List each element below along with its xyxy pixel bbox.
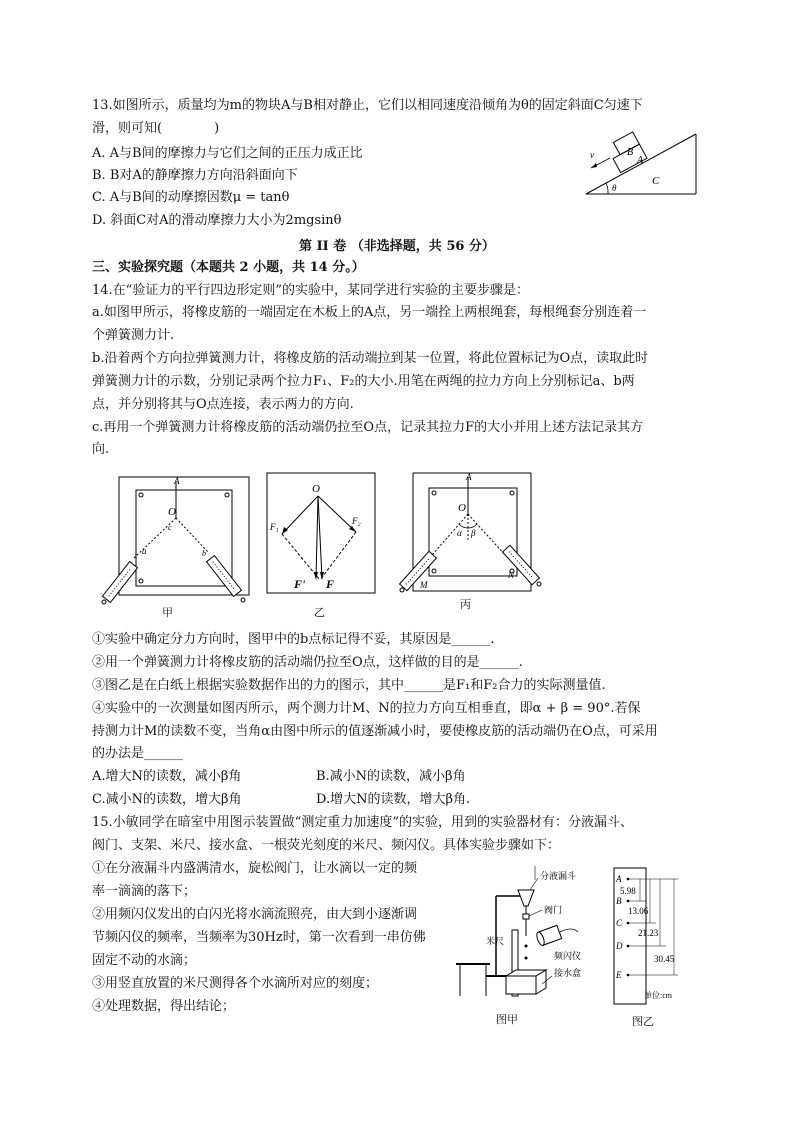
q14-figure-jia xyxy=(96,472,256,622)
q13-incline-figure xyxy=(582,128,702,200)
q15-label-valve: 阀门 xyxy=(544,905,563,915)
q14-question-3: ③图乙是在白纸上根据实验数据作出的力的图示，其中______是F₁和F₂合力的实际测量值. xyxy=(92,678,606,693)
q15-line-8: ③用竖直放置的米尺测得各个水滴所对应的刻度； xyxy=(92,976,379,991)
q15-label-ruler: 米尺 xyxy=(486,936,505,946)
q13-label-b: B xyxy=(627,147,634,158)
q14-option-b: B.减小N的读数，减小β角 xyxy=(316,769,466,784)
q14-line-1: 14.在“验证力的平行四边形定则”的实验中，某同学进行实验的主要步骤是： xyxy=(92,283,529,298)
yi-label-f1: F₁ xyxy=(270,522,279,532)
q13-label-theta: θ xyxy=(612,183,617,193)
yi-label-o: O xyxy=(312,483,320,495)
bing-label-beta: β xyxy=(471,528,476,538)
q14-question-1: ①实验中确定分力方向时，图甲中的b点标记得不妥，其原因是______. xyxy=(92,632,495,647)
bing-label-m: M xyxy=(420,580,428,590)
q14-question-4a: ④实验中的一次测量如图丙所示，两个测力计M、N的拉力方向互相垂直，即α + β = 90°.若保 xyxy=(92,701,641,716)
jia-label-b: b xyxy=(202,549,206,558)
q14-question-4b: 持测力计M的读数不变，当角α由图中所示的值逐渐减小时，要使橡皮筋的活动端仍在O点，可采用 xyxy=(92,724,658,739)
q15-line-7: 固定不动的水滴； xyxy=(92,953,197,968)
q13-option-c: C. A与B间的动摩擦因数μ = tanθ xyxy=(92,190,290,205)
section2-title: 第 II 卷 （非选择题，共 56 分） xyxy=(299,239,495,254)
yi-label-f2: F₂ xyxy=(352,516,361,526)
q15-line-1: 15.小敏同学在暗室中用图示装置做“测定重力加速度”的实验，用到的实验器材有：分液漏斗、 xyxy=(92,815,633,830)
ruler-dist-ac: 13.06 xyxy=(628,906,649,916)
q13-label-c: C xyxy=(652,175,660,187)
jia-label-o: O xyxy=(168,506,176,518)
q15-caption-jia: 图甲 xyxy=(496,1013,518,1026)
q15-line-5: ②用频闪仪发出的白闪光将水滴流照亮，由大到小逐渐调 xyxy=(92,907,418,922)
bing-label-alpha: α xyxy=(457,528,462,538)
ruler-point-a: A xyxy=(616,874,622,884)
section3-heading: 三、实验探究题（本题共 2 小题，共 14 分。） xyxy=(92,260,365,275)
ruler-point-b: B xyxy=(616,896,622,906)
q14-figure-yi xyxy=(266,472,378,604)
q15-label-funnel: 分液漏斗 xyxy=(540,871,577,881)
bing-label-n: N xyxy=(508,570,515,580)
ruler-point-e: E xyxy=(616,970,622,980)
q13-option-a: A. A与B间的摩擦力与它们之间的正压力成正比 xyxy=(92,146,363,161)
q13-label-v: v xyxy=(590,150,594,160)
ruler-unit: 单位:cm xyxy=(644,991,672,1000)
ruler-dist-ab: 5.98 xyxy=(620,886,636,896)
q14-line-4: b.沿着两个方向拉弹簧测力计，将橡皮筋的活动端拉到某一位置，将此位置标记为O点，读取此时 xyxy=(92,351,649,366)
q14-question-2: ②用一个弹簧测力计将橡皮筋的活动端仍拉至O点，这样做的目的是______. xyxy=(92,655,523,670)
q14-line-7: c.再用一个弹簧测力计将橡皮筋的活动端仍拉至O点，记录其拉力F的大小并用上述方法记录其方 xyxy=(92,420,644,435)
q14-caption-bing: 丙 xyxy=(460,598,471,611)
q15-line-2: 阀门、支架、米尺、接水盒、一根荧光刻度的米尺、频闪仪。具体实验步骤如下： xyxy=(92,838,561,853)
q13-label-a: A xyxy=(637,155,644,166)
jia-label-c: c xyxy=(168,523,172,532)
q15-line-9: ④处理数据，得出结论； xyxy=(92,999,236,1014)
q14-option-a: A.增大N的读数，减小β角 xyxy=(92,769,242,784)
q15-apparatus-figure xyxy=(456,866,606,1026)
yi-label-f: F xyxy=(326,577,335,591)
q14-line-5: 弹簧测力计的示数，分别记录两个拉力F₁、F₂的大小.用笔在两绳的拉力方向上分别标记a、b两 xyxy=(92,374,635,389)
q15-line-4: 率一滴滴的落下； xyxy=(92,884,197,899)
q14-line-3: 个弹簧测力计. xyxy=(92,328,175,343)
ruler-point-c: C xyxy=(616,918,623,928)
bing-label-o: O xyxy=(458,502,466,514)
q14-line-8: 向. xyxy=(92,442,110,457)
q14-question-4c: 的办法是______ xyxy=(92,746,184,761)
q13-stem-line1: 13.如图所示，质量均为m的物块A与B相对静止，它们以相同速度沿倾角为θ的固定斜面C匀速下 xyxy=(92,98,643,113)
bing-label-a-point: A xyxy=(466,472,472,482)
ruler-point-d: D xyxy=(616,941,623,951)
q15-line-6: 节频闪仪的频率，当频率为30Hz时，第一次看到一串仿佛 xyxy=(92,930,426,945)
q13-stem-line2: 滑，则可知( ) xyxy=(92,121,220,136)
q15-line-3: ①在分液漏斗内盛满清水，旋松阀门，让水滴以一定的频 xyxy=(92,861,418,876)
q13-option-d: D. 斜面C对A的滑动摩擦力大小为2mgsinθ xyxy=(92,213,342,228)
q14-line-2: a.如图甲所示，将橡皮筋的一端固定在木板上的A点，另一端拴上两根绳套，每根绳套分别连着一 xyxy=(92,305,647,320)
q15-label-box: 接水盒 xyxy=(554,968,582,978)
q14-caption-jia: 甲 xyxy=(162,606,173,619)
jia-label-a-point: A xyxy=(174,476,180,486)
q15-ruler-figure xyxy=(608,866,688,1008)
q14-option-c: C.减小N的读数，增大β角 xyxy=(92,792,242,807)
jia-label-a: a xyxy=(142,546,147,556)
q14-caption-yi: 乙 xyxy=(314,606,325,619)
q14-line-6: 点，并分别将其与O点连接，表示两力的方向. xyxy=(92,397,354,412)
q14-option-d: D.增大N的读数，增大β角. xyxy=(316,792,471,807)
q13-option-b: B. B对A的静摩擦力方向沿斜面向下 xyxy=(92,168,298,183)
q14-figure-bing xyxy=(396,472,548,604)
yi-label-fprime: F' xyxy=(294,577,306,591)
q15-caption-yi: 图乙 xyxy=(632,1015,654,1028)
q15-label-strobe: 频闪仪 xyxy=(554,951,582,961)
ruler-dist-ad: 21.23 xyxy=(638,928,659,938)
ruler-dist-ae: 30.45 xyxy=(654,954,675,964)
